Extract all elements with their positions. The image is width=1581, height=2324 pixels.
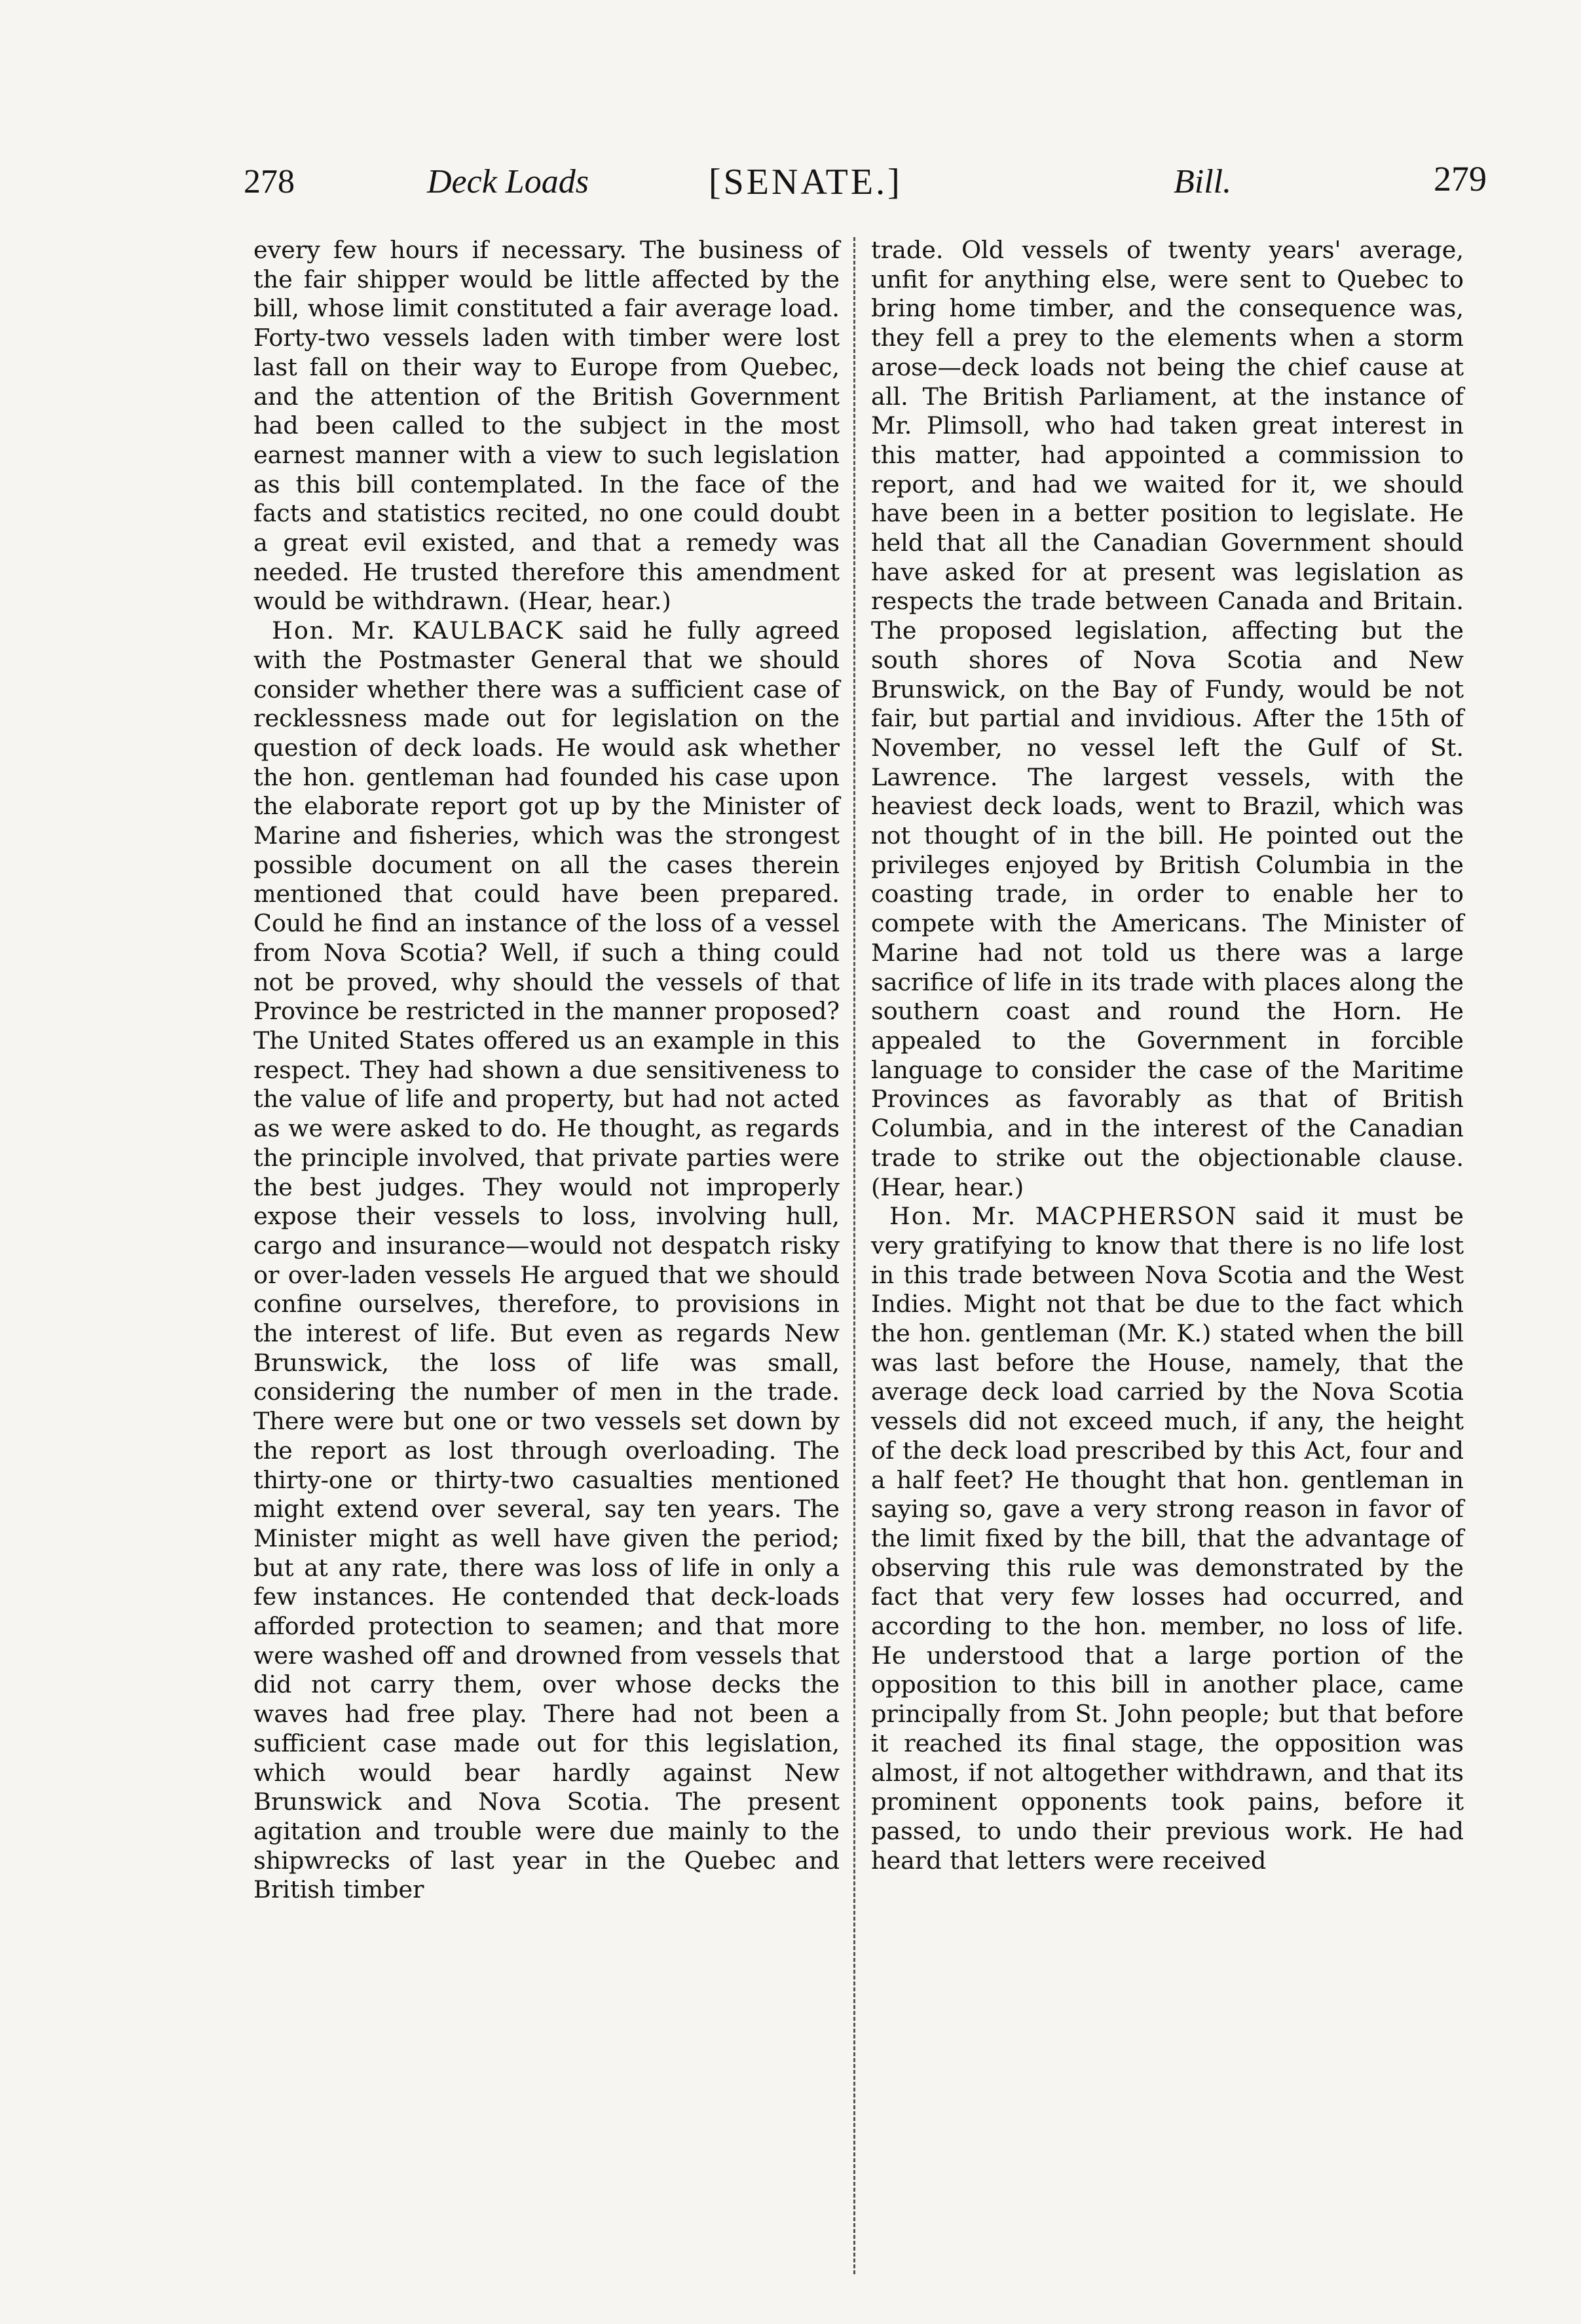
paragraph (253, 616, 840, 1905)
paragraph (871, 1202, 1464, 1875)
paragraph-text: said he fully agreed with the Postmaster General that we should consider whether there was a sufficient case of recklessness made out for legislation on the question of deck loads. He would ask whether the hon. gentleman had founded his case upon the elaborate report got up by the Minister of Marine and fisheries, which was the strongest possible document on all the cases therein mentioned that could have been prepared. Could he find an instance of the loss of a vessel from Nova Scotia? Well, if such a thing could not be proved, why should the vessels of that Province be restricted in the manner proposed? The United States offered us an example in this respect. They had shown a due sensitiveness to the value of life and property, but had not acted as we were asked to do. He thought, as regards the principle involved, that private parties were the best judges. They would not improperly expose their vessels to loss, involving hull, cargo and insurance—would not despatch risky or over-laden vessels He argued that we should confine ourselves, therefore, to provisions in the interest of life. But even as regards New Brunswick, the loss of life was small, considering the number of men in the trade. There were but one or two vessels set down by the report as lost through overloading. The thirty-one or thirty-two casualties mentioned might extend over several, say ten years. The Minister might as well have given the period; but at any rate, there was loss of life in only a few instances. He contended that deck-loads afforded protection to seamen; and that more were washed off and drowned from vessels that did not carry them, over whose decks the waves had free play. There had not been a sufficient case made out for this legislation, which would bear hardly against New Brunswick and Nova Scotia. The present agitation and trouble were due mainly to the shipwrecks of last year in the Quebec and British timber (253, 616, 840, 1904)
right-column (871, 236, 1464, 1875)
paragraph-text: said it must be very gratifying to know that there is no life lost in this trade between Nova Scotia and the West Indies. Might not that be due to the fact which the hon. gentleman (Mr. K.) stated when the bill was last before the House, namely, that the average deck load carried by the Nova Scotia vessels did not exceed much, if any, the height of the deck load prescribed by this Act, four and a half feet? He thought that hon. gentleman in saying so, gave a very strong reason in favor of the limit fixed by the bill, that the advantage of observing this rule was demonstrated by the fact that very few losses had occurred, and according to the hon. member, no loss of life. He understood that a large portion of the opposition to this bill in another place, came principally from St. John people; but that before it reached its final stage, the opposition was almost, if not altogether withdrawn, and that its prominent opponents took pains, before it passed, to undo their previous work. He had heard that letters were received (871, 1202, 1464, 1875)
paragraph: trade. Old vessels of twenty years' average, unfit for anything else, were sent to Quebec to bring home timber, and the consequence was, they fell a prey to the elements when a storm arose—deck loads not being the chief cause at all. The British Parliament, at the instance of Mr. Plimsoll, who had taken great interest in this matter, had appointed a commission to report, and had we waited for it, we should have been in a better position to legislate. He held that all the Canadian Government should have asked for at present was legislation as respects the trade between Canada and Britain. The proposed legislation, affecting but the south shores of Nova Scotia and New Brunswick, on the Bay of Fundy, would be not fair, but partial and invidious. After the 15th of November, no vessel left the Gulf of St. Lawrence. The largest vessels, with the heaviest deck loads, went to Brazil, which was not thought of in the bill. He pointed out the privileges enjoyed by British Columbia in the coasting trade, in order to enable her to compete with the Americans. The Minister of Marine had not told us there was a large sacrifice of life in its trade with places along the southern coast and round the Horn. He appealed to the Government in forcible language to consider the case of the Maritime Provinces as favorably as that of British Columbia, and in the interest of the Canadian trade to strike out the objectionable clause. (Hear, hear.) (871, 236, 1464, 1201)
running-title-right: Bill. (1174, 163, 1232, 200)
page-number-left: 278 (244, 163, 295, 200)
speaker-name: Hon. Mr. MACPHERSON (889, 1202, 1238, 1231)
column-divider (853, 237, 855, 2274)
running-title-left: Deck Loads (427, 163, 589, 200)
paragraph: every few hours if necessary. The business of the fair shipper would be little affected by the bill, whose limit constituted a fair average load. Forty-two vessels laden with timber were lost last fall on their way to Europe from Quebec, and the attention of the British Government had been called to the subject in the most earnest manner with a view to such legislation as this bill contemplated. In the face of the facts and statistics recited, no one could doubt a great evil existed, and that a remedy was needed. He trusted therefore this amendment would be withdrawn. (Hear, hear.) (253, 236, 840, 616)
left-column (253, 236, 840, 1905)
running-title-center: [SENATE.] (709, 162, 902, 202)
speaker-name: Hon. Mr. KAULBACK (272, 616, 564, 645)
page-number-right: 279 (1434, 159, 1487, 198)
page-header (244, 156, 1487, 208)
